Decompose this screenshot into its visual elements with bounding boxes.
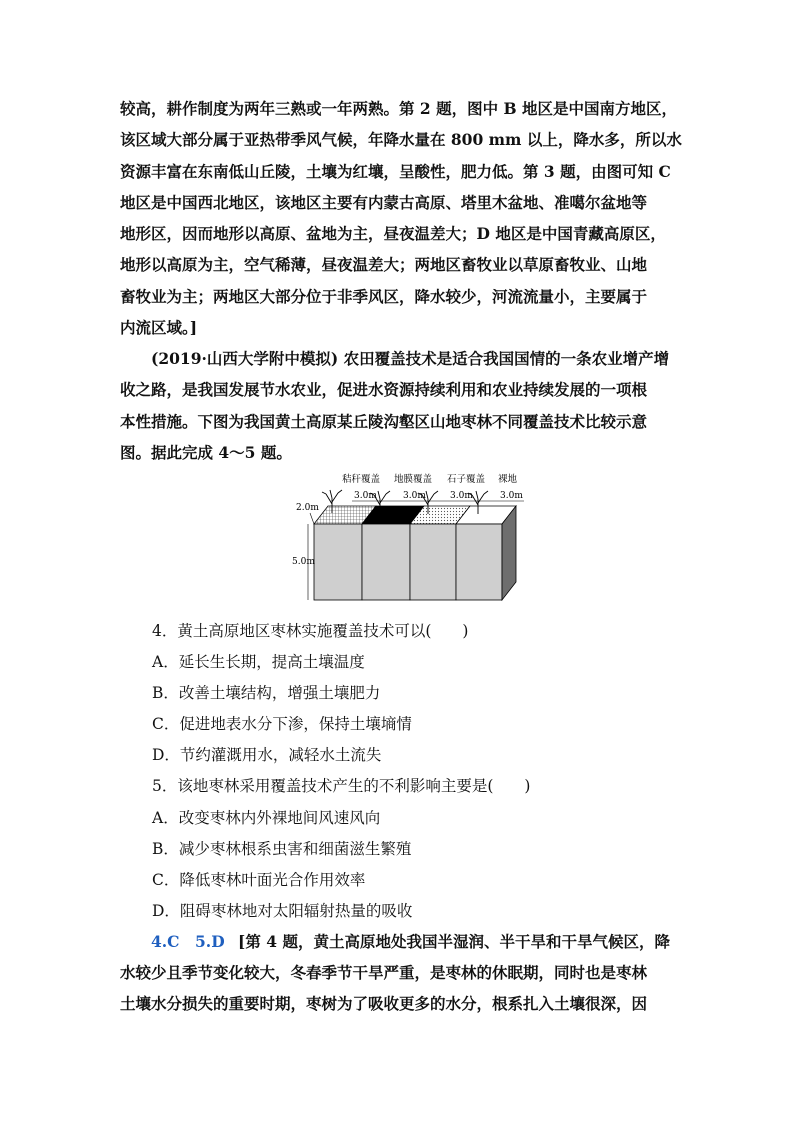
text-line: 地形区，因而地形以高原、盆地为主，昼夜温差大；D 地区是中国青藏高原区， (120, 224, 666, 244)
text-line: 较高，耕作制度为两年三熟或一年两熟。第 2 题，图中 B 地区是中国南方地区， (120, 99, 677, 118)
explanation-paragraph (120, 93, 682, 343)
soil-block (362, 524, 410, 600)
label-stone: 石子覆盖 (447, 474, 486, 485)
answer-text: [第 4 题，黄土高原地处我国半湿润、半干旱和干旱气候区，降 (238, 932, 670, 951)
width-label: 3.0m (403, 491, 426, 501)
text-line: (2019·山西大学附中模拟) 农田覆盖技术是适合我国国情的一条农业增产增 (151, 349, 670, 368)
text-line: 畜牧业为主；两地区大部分位于非季风区，降水较少，河流流量小，主要属于 (120, 286, 648, 306)
soil-block (410, 524, 456, 600)
question-5-stem: 5．该地枣林采用覆盖技术产生的不利影响主要是( ) (152, 777, 531, 795)
question-5-option-d: D．阻碍枣林地对太阳辐射热量的吸收 (152, 902, 413, 920)
width-label: 3.0m (500, 491, 523, 501)
label-straw: 秸秆覆盖 (342, 474, 381, 485)
question-5-option-a: A．改变枣林内外裸地间风速风向 (152, 809, 381, 827)
height-label: 5.0m (292, 557, 315, 567)
question-5-option-c: C．降低枣林叶面光合作用效率 (152, 871, 366, 889)
text-line: 地形以高原为主，空气稀薄，昼夜温差大；两地区畜牧业以草原畜牧业、山地 (120, 255, 648, 275)
question-4-option-d: D．节约灌溉用水，减轻水土流失 (152, 746, 382, 764)
answer-line (120, 930, 707, 952)
question-5-option-b: B．减少枣林根系虫害和细菌滋生繁殖 (152, 840, 412, 858)
text-line: 内流区域。] (120, 318, 198, 338)
width-label: 3.0m (354, 491, 377, 501)
width-label: 3.0m (450, 491, 473, 501)
question-4-option-b: B．改善土壤结构，增强土壤肥力 (152, 684, 381, 702)
soil-block (456, 524, 502, 600)
text-line: 地区是中国西北地区，该地区主要有内蒙古高原、塔里木盆地、准噶尔盆地等 (120, 192, 648, 212)
text-line: 图。据此完成 4～5 题。 (120, 442, 292, 462)
question-4-option-c: C．促进地表水分下渗，保持土壤墒情 (152, 715, 412, 733)
label-bare: 裸地 (498, 474, 518, 485)
text-line: 资源丰富在东南低山丘陵，土壤为红壤，呈酸性，肥力低。第 3 题，由图可知 C (120, 161, 671, 181)
text-line: 该区域大部分属于亚热带季风气候，年降水量在 800 mm 以上，降水多，所以水 (120, 130, 682, 150)
answer-line: 土壤水分损失的重要时期，枣树为了吸收更多的水分，根系扎入土壤很深，因 (120, 994, 648, 1013)
intro-paragraph (120, 343, 676, 468)
soil-block (314, 524, 362, 600)
answer-key: 4.C 5.D (151, 932, 225, 951)
answer-line: 水较少且季节变化较大，冬春季节干旱严重，是枣林的休眠期，同时也是枣林 (120, 963, 648, 982)
label-film: 地膜覆盖 (394, 474, 433, 485)
text-line: 本性措施。下图为我国黄土高原某丘陵沟壑区山地枣林不同覆盖技术比较示意 (120, 411, 648, 431)
question-4-stem: 4．黄土高原地区枣林实施覆盖技术可以( ) (152, 622, 469, 640)
depth-label: 2.0m (296, 503, 319, 513)
coverage-diagram (290, 468, 530, 608)
question-4-option-a: A．延长生长期，提高土壤温度 (152, 653, 365, 671)
text-line: 收之路，是我国发展节水农业，促进水资源持续利用和农业持续发展的一项根 (120, 380, 648, 400)
